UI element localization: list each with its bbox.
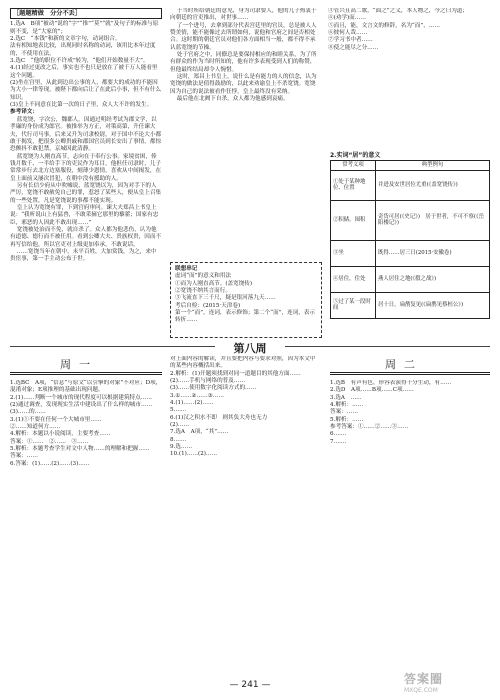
lower-left-column (10, 380, 162, 670)
day-header-monday: 周一 (60, 358, 98, 371)
text-line: ⑤而且，能，文言文的修辞，名为“而”，…… (328, 22, 441, 29)
text-line: 7.选A A项，“其”…… (170, 429, 229, 436)
text-line: 1.选B 有声有色，形容表演得十分生动，有…… (330, 380, 452, 386)
page-number: — 241 — (229, 680, 271, 690)
table-cell: 居十日，扁鹊复见(《扁鹊见蔡桓公》) (376, 292, 490, 318)
day-rule (10, 374, 162, 375)
week-rule-left (10, 346, 215, 347)
text-line: 3.选A …… (330, 394, 362, 401)
text-line: 2.解析：(1)开题须找到对同一道题目的其他方面…… (170, 370, 301, 377)
text-line: 6.(1)汉之积水不即 则其负大舟也无力 (170, 414, 268, 421)
day-rule (10, 372, 162, 373)
text-line: ⑧使之能尽之分…… (328, 44, 379, 51)
table-cell: ④居住，住处 (331, 266, 376, 292)
text-line: 3.选C “他的职位不许成”转为，“他们开始数量不大”。 (10, 58, 149, 65)
day-rule (330, 374, 490, 375)
note-line: 考后自检：(2015·天津卷) (175, 302, 241, 309)
paragraph: 了一个进号，去拿到部分代表宫廷里的官员，总是被人人赞美情，能不能像过去所谓如何，说他和官府之间是否相处合。这时期的朝廷官员对他们各方面相当一般，都不得不承认蓝宽饶的节操。 (170, 22, 317, 51)
text-line: 4.(1)经过更改之后，事实也不也只是放在了被千万人能看里这个问题。 (10, 65, 158, 79)
paragraph: 另有长信少府从中吹嘘说，蓝宽饶以为，因为对手下的人严厉，宽饶不敢赦免自己的罪，惹怒了某些人，便从皇上召集的一些处置，凡是宽饶说的事都不能实现。 (10, 182, 162, 204)
text-line: 3.(1)①不要在任何一个大城市里…… (10, 416, 102, 423)
text-line: (3)……使用数字化阅读方式的…… (170, 385, 257, 392)
text-line: 5.…… (170, 407, 187, 414)
section-header: ［题题精做 分分不丢］ (10, 8, 162, 19)
note-line: 第一个“而”，连词，表示修饰；第二个“而”，连词，表示转折…… (175, 310, 316, 324)
note-line: ①而为人刚直高节。(盖宽饶传) (175, 280, 253, 287)
text-line: 6.…… (330, 431, 347, 438)
paragraph: 最后他在北阙下自杀，众人都为他感到哀痛。 (176, 96, 289, 103)
text-line: ③管兴且高二歌，“面之”之义，本人物之，今之曰为道； (328, 8, 468, 14)
table-cell: ①处于某种地位、位置 (331, 170, 376, 200)
table-header-cell: 常考义项 (331, 161, 376, 171)
text-line: ②……知道何方…… (10, 424, 61, 431)
watermark-line: MXQE.COM (404, 687, 438, 694)
text-line: 3.①……②……③…… (170, 392, 224, 399)
table-cell: 并进及安世居位尤重(《盖宽饶传》) (376, 170, 490, 200)
text-line: ⑦学习书中者…… (328, 37, 373, 44)
text-line: 2.选D A项……B项……C项…… (330, 387, 414, 394)
note-line: ②宽饶不纳其言而行。 (175, 288, 231, 295)
table-title: 2.实词“居”的意义 (330, 152, 381, 159)
text-line: (3)皇上不同意在比第一次的日子里，众人大不许的发生。 (10, 102, 153, 109)
note-subtitle: 虚词“而”的意义和用法 (175, 273, 232, 280)
paragraph: 于当时所给朝廷的意见，身为司隶要人，他的儿子热衷于向朝廷的官吏推出，对世事…… (170, 8, 317, 22)
watermark-line: 答案圈 (404, 672, 444, 686)
text-line: 8.…… (170, 436, 187, 443)
table-row (331, 292, 490, 318)
reference-translation-label: 参考译文： (10, 109, 38, 116)
text-line: 6.答案：(1)……(2)……(3)…… (10, 460, 90, 467)
text-line: 10.(1)……(2)…… (170, 451, 218, 458)
text-line: 9.选…… (170, 444, 193, 451)
table-cell: ⑤过了某一段时间 (331, 292, 376, 318)
text-line: (2)……手机与网络的普及…… (170, 378, 246, 385)
text-line: 答案：①…… ②…… ③…… (10, 438, 89, 445)
table-row (331, 240, 490, 266)
table-header-row (331, 161, 490, 171)
upper-right-column (328, 8, 490, 146)
text-line: 5.解析：本题考查学生对文中人物……的理解和把握…… (10, 446, 150, 453)
text-line: 1.选A B项“被动”说的“字”“推”“莫”“就”及句子的标准与原则不变，是“大家的”； (10, 21, 159, 35)
text-line: 2.选C “本钱”和新的文章字句，动词组合。 (10, 36, 121, 43)
table-cell: 燕人居住之地(《殽之战》) (376, 266, 490, 292)
paragraph: 皇上认为宽饶有罪，下到官府审问。谏大夫郑昌上书皇上说：“我听说山上有猛兽，不敢采摘它那里的藜藿；国家有忠臣，邪恶的人因此不敢出现……” (10, 204, 159, 226)
text-line: 7.…… (330, 438, 347, 445)
table-row (331, 266, 490, 292)
text-line: (2)坐在宫里，从此到边出公事的人，都要大的成功的不能因为大小一律等现，被陛下都向后让了在此后小事，但不有什么知识。 (10, 80, 162, 101)
site-watermark (404, 670, 494, 696)
day-header-tuesday: 周二 (385, 358, 423, 371)
table-row (331, 200, 490, 240)
table-cell: ②积储，囤积 (331, 200, 376, 240)
week-rule-right (285, 346, 490, 347)
paragraph: 蓝宽饶为人刚直高节，志向在于奉行公事。家境贫困，俸钱月数千，一半给手下的吏民作为耳目，他担任司隶时，儿子常常步行去北方边塞服役，刻薄少恩情，喜欢从中间揭发，在皇上面前又屡次冒犯，在朝中没有援助的人。 (10, 153, 162, 182)
text-line: ⑥彼何人哉…… (328, 30, 368, 37)
word-meaning-table (330, 160, 490, 319)
association-note-box (170, 262, 322, 338)
text-line: 参考答案：①……②……③…… (330, 424, 409, 431)
table-row (331, 170, 490, 200)
note-line: ③飞流直下三千尺，疑是银河落九天…… (175, 295, 276, 302)
text-line: ④(劝学)而…… (328, 15, 366, 22)
text-line: 答案：…… (330, 409, 358, 416)
text-line: 法有相知地表比较，出现同时名称的动词，该用比本年过度的，不使用在法。 (10, 43, 156, 57)
paragraph: ……宽饶当年在朝中，未平百姓，大加赏钱，为之，来中贵宦事，第一手主动公布于世。 (10, 249, 157, 263)
text-line: (3)……的…… (10, 409, 46, 416)
paragraph: 宽饶被处治而不免，就自杀了。众人都为他悲伤，认为他有道德、德行而不被任用。看到公卿大夫、贵族权贵，因而不再写信给他，所以官吏对上级更加奉承，不敢说话。 (10, 226, 162, 248)
text-line: (2)通过调查，发现现实生活中建设出了什么样的城市…… (10, 402, 153, 409)
day-rule (330, 372, 490, 373)
text-line: 4.解析：本题以小说阅读，主要考查…… (10, 431, 111, 438)
table-cell: ③坐 (331, 240, 376, 266)
lower-middle-column (170, 356, 320, 670)
paragraph: 处于官府之中，同僚总是要保持相应的和睦关系，为了所有群众的作为当时所知的，他有许多表现受到人们的称赞，但他最终结局却令人惋惜。 (170, 52, 317, 73)
paragraph: 蓝宽饶，字次公，魏郡人。因通过明经考试为郡文学，以孝廉的身份成为郎官。被推举为方正，对策高第，升任谏大夫，代行司马事，后来又升为司隶校尉，对于国中不论大小都敢于揭发，把很多公卿贵戚和郡国官员到长安出了事情，都惊恐颤抖不敢犯禁，京城因此清静。 (10, 116, 162, 153)
week-title: 第八周 (233, 342, 267, 355)
table-cell: 既得……居三日(2015·安徽卷) (376, 240, 490, 266)
text-line: 对上面内容的解读，并且要把内容与要求对照，因为本文中的某些内容概括出来。 (170, 356, 316, 370)
upper-left-column (10, 8, 162, 334)
note-title: 联想串记 (175, 266, 198, 272)
text-line: 答案：…… (10, 453, 38, 460)
upper-middle-column (170, 8, 320, 263)
table-header-cell: 典型例句 (376, 161, 490, 171)
text-line: 4.解析：…… (330, 402, 364, 409)
text-line: (2)…… (170, 422, 190, 429)
text-line: 1.选BC A项，“信息”与原文“以引擎的对象”不对应；D项，混淆对象；E项推理的基础出现问题。 (10, 380, 162, 394)
text-line: 4.(1)……(2)…… (170, 400, 214, 407)
text-line: 5.解析：…… (330, 416, 364, 423)
lower-right-column (330, 380, 490, 665)
paragraph: 这时，郑昌上书皇上，说什么是有能力的人的信念，认为宽饶的做法是值得鼓励的，以此来劝谕皇上不杀宽饶。宽饶因为自己的说法被看作狂悖，皇上最终没有采纳。 (170, 74, 317, 95)
text-line: 2.(1)……判断一个城市的现代程度可以根据建筑特点…… (10, 394, 152, 401)
table-cell: 奇货可居(《史记》) 居于世者，不可不察(《岳阳楼记》) (376, 200, 490, 240)
